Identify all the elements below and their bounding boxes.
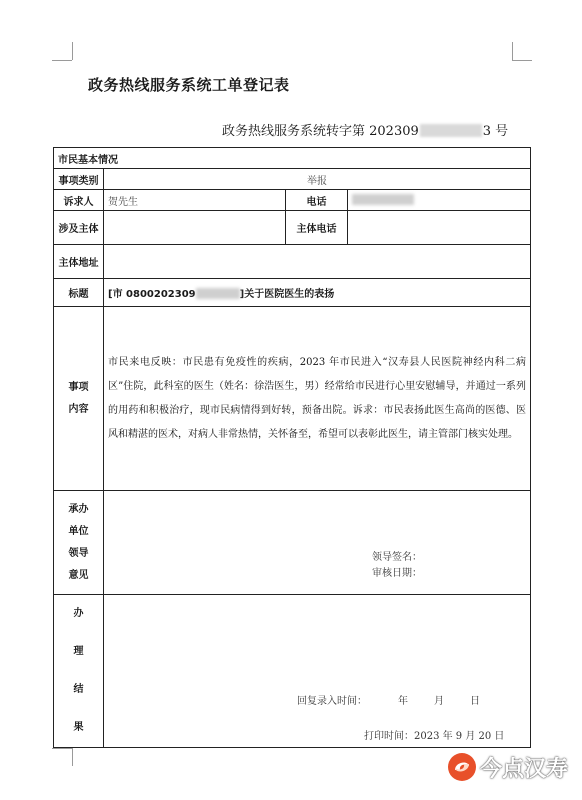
subject-phone-label: 主体电话 <box>286 211 348 245</box>
crop-mark-top-right-h <box>512 60 532 61</box>
subject-address-label: 主体地址 <box>54 245 104 279</box>
complainant-value: 贺先生 <box>104 190 286 211</box>
document-number-prefix: 政务热线服务系统转字第 202309 <box>222 124 419 139</box>
subject-phone-value <box>348 211 531 245</box>
print-time: 打印时间：2023 年 9 月 20 日 <box>364 731 505 742</box>
redaction-blur <box>352 194 414 205</box>
redaction-blur <box>420 124 482 137</box>
content-label-line-2: 内容 <box>68 403 89 415</box>
result-label-line-1: 办 <box>73 608 84 619</box>
crop-mark-top-right-v <box>512 42 513 60</box>
review-date-label: 审核日期： <box>372 568 422 579</box>
result-label-line-4: 果 <box>73 722 84 733</box>
opinion-label-line-2: 单位 <box>68 525 89 537</box>
heading-suffix: ]关于医院医生的表扬 <box>239 289 335 300</box>
subject-address-value <box>104 245 531 279</box>
redaction-blur <box>196 288 240 299</box>
document-number <box>222 120 508 139</box>
crop-mark-bottom-left-v <box>72 748 73 766</box>
section-header: 市民基本情况 <box>54 148 531 169</box>
watermark-logo-icon <box>448 753 476 781</box>
opinion-label <box>54 491 104 595</box>
crop-mark-top-left-h <box>52 60 72 61</box>
phone-value <box>348 190 531 211</box>
complainant-label: 诉求人 <box>54 190 104 211</box>
reply-day-label: 日 <box>470 696 480 707</box>
reply-time-label: 回复录入时间： <box>297 696 367 707</box>
reply-year-label: 年 <box>398 696 408 707</box>
content-label <box>54 307 104 491</box>
crop-mark-top-left-v <box>72 42 73 60</box>
category-value: 举报 <box>104 169 531 190</box>
document-title: 政务热线服务系统工单登记表 <box>88 76 290 94</box>
watermark <box>440 748 582 788</box>
watermark-text: 今点汉寿 <box>480 757 569 782</box>
result-label <box>54 595 104 748</box>
result-label-line-2: 理 <box>73 646 84 657</box>
reply-month-label: 月 <box>434 696 444 707</box>
heading-value <box>104 279 531 307</box>
opinion-area <box>104 491 531 595</box>
subject-value <box>104 211 286 245</box>
document-number-suffix: 3 号 <box>482 124 509 139</box>
registration-form-table <box>53 147 531 748</box>
phone-label: 电话 <box>286 190 348 211</box>
opinion-label-line-1: 承办 <box>68 503 89 515</box>
opinion-label-line-3: 领导 <box>68 547 89 559</box>
subject-label: 涉及主体 <box>54 211 104 245</box>
heading-label: 标题 <box>54 279 104 307</box>
result-area <box>104 595 531 748</box>
result-label-line-3: 结 <box>73 684 84 695</box>
content-text: 市民来电反映：市民患有免疫性的疾病，2023 年市民进入“汉寿县人民医院神经内科二病区”住院，此科室的医生（姓名：徐浩医生，男）经常给市民进行心里安慰辅导，并通过一系列的用药和积极治疗，现市民病情得到好转，预备出院。诉求：市民表扬此医生高尚的医德、医风和精湛的医术，对病人非常热情，关怀备至，希望可以表彰此医生，请主管部门核实处理。 <box>104 307 531 491</box>
crop-mark-bottom-left-h <box>52 748 72 749</box>
leader-sign-label: 领导签名： <box>372 552 422 563</box>
opinion-label-line-4: 意见 <box>68 569 89 581</box>
heading-prefix: [市 0800202309 <box>108 289 196 300</box>
category-label: 事项类别 <box>54 169 104 190</box>
content-label-line-1: 事项 <box>68 381 89 393</box>
